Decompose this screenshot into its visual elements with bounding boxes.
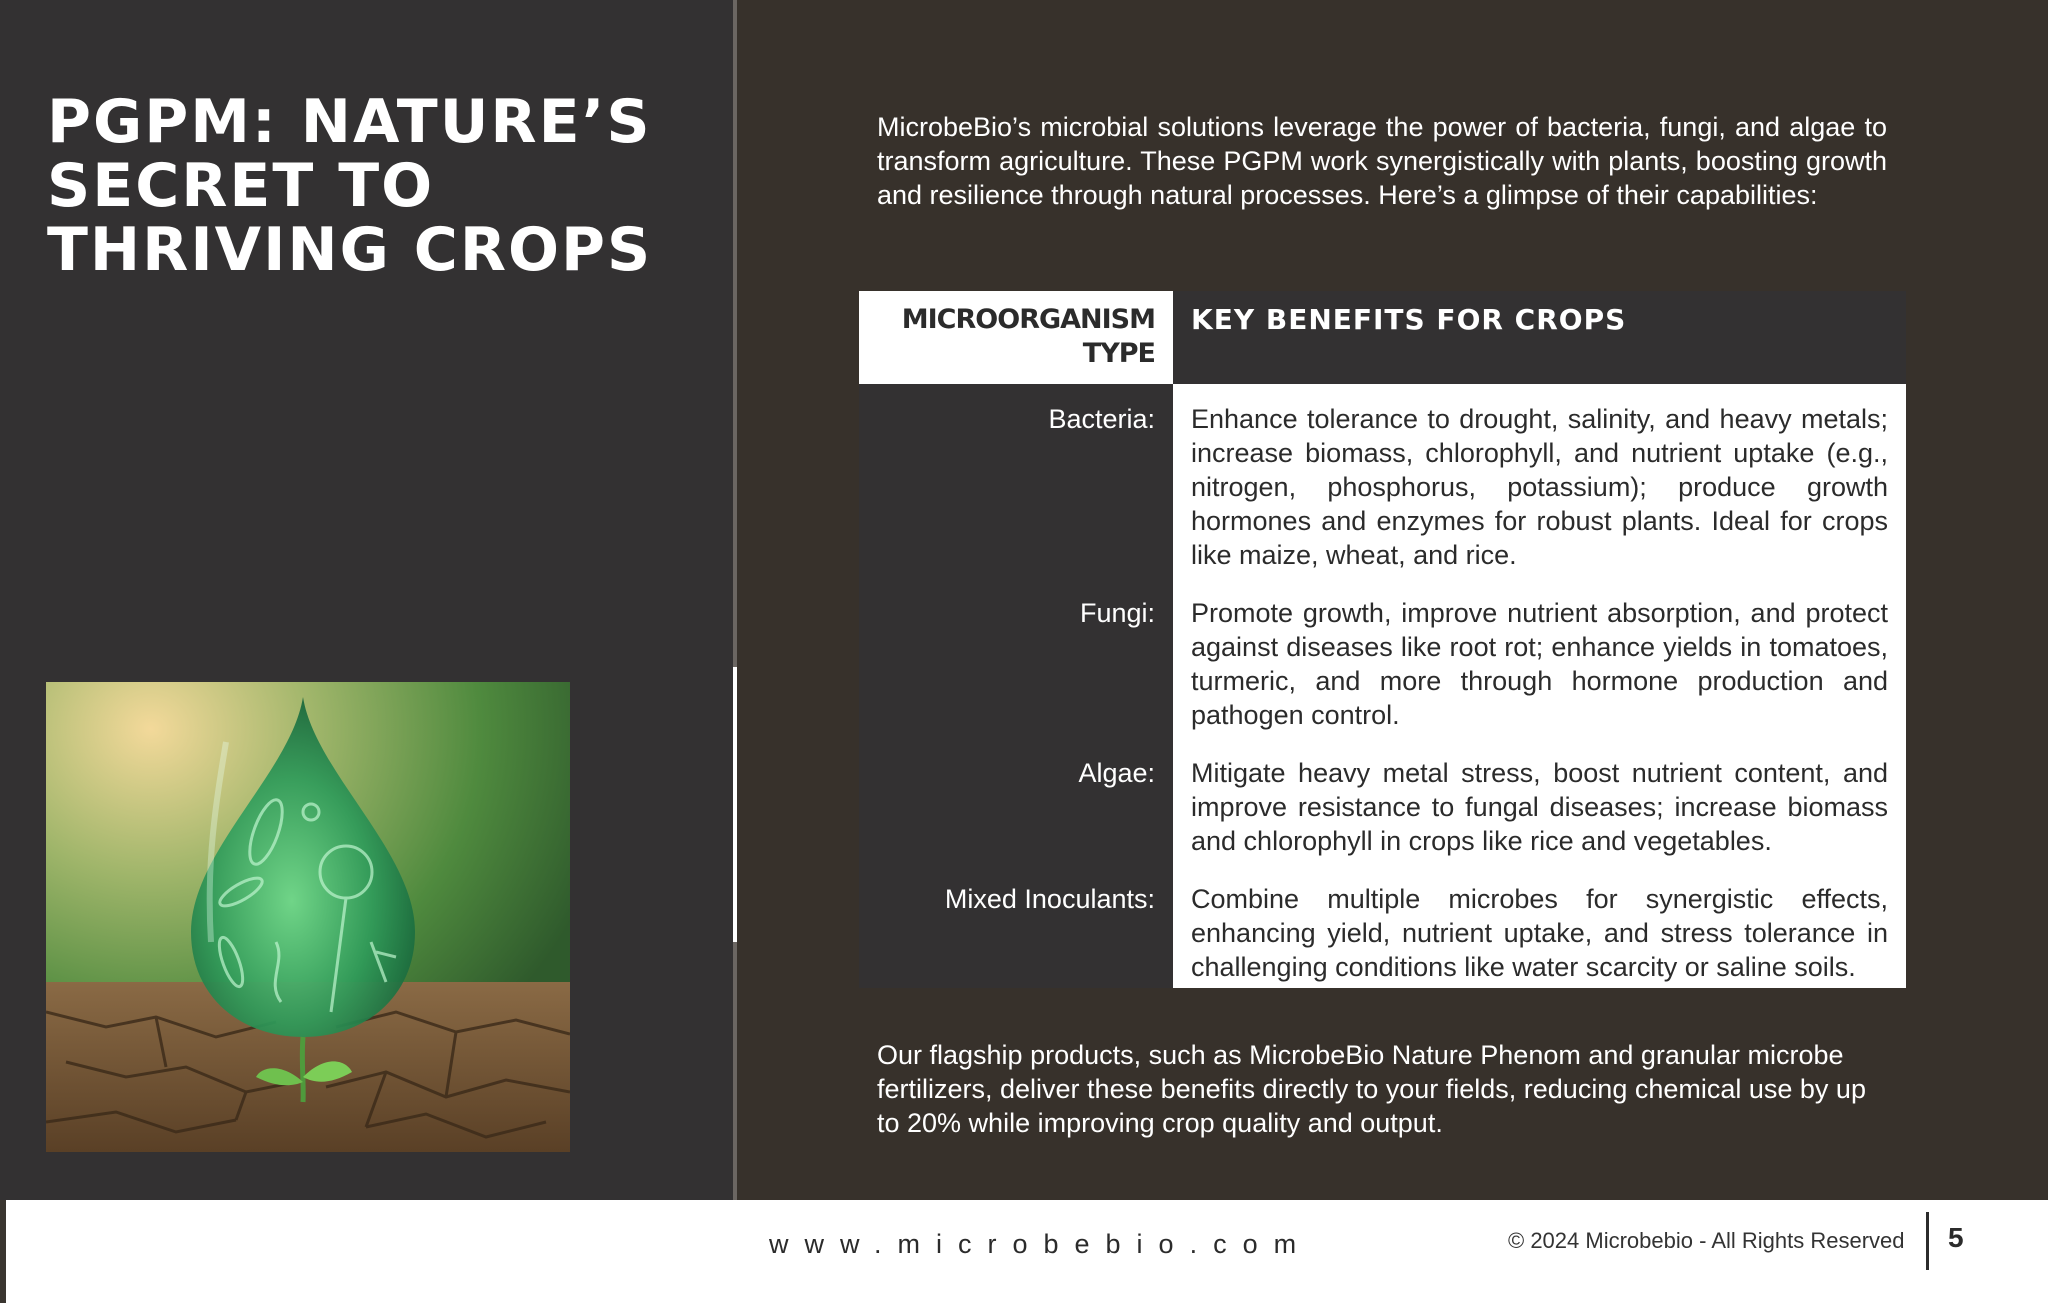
footer-website-url[interactable]: www.microbebio.com (769, 1229, 1313, 1259)
benefit-algae: Mitigate heavy metal stress, boost nutrient content, and improve resistance to fungal diseases; increase biomass and chlorophyll in crops like rice and vegetables. (1191, 758, 1888, 856)
title-line-3: THRIVING CROPS (47, 215, 653, 285)
header-type-line-2: TYPE (1082, 338, 1155, 369)
title-line-2: SECRET TO (47, 151, 435, 221)
header-key-benefits: KEY BENEFITS FOR CROPS (1173, 291, 1906, 384)
type-fungi: Fungi: (1079, 598, 1155, 628)
closing-paragraph: Our flagship products, such as MicrobeBio Nature Phenom and granular microbe fertilizers, deliver these benefits directly to your fields, reducing chemical use by up to 20% while improving crop quality and output. (877, 1040, 1866, 1138)
header-microorganism-type (859, 291, 1173, 384)
benefits-column (1173, 384, 1906, 988)
footer-left-edge (0, 1200, 6, 1303)
type-algae: Algae: (1078, 758, 1155, 788)
table-body (859, 384, 1906, 988)
page-title (47, 87, 687, 285)
benefit-bacteria: Enhance tolerance to drought, salinity, and heavy metals; increase biomass, chlorophyll, and nutrient uptake (e.g., nitrogen, phosphorus, potassium); produce growth hormones and enzymes for robust plants. Ideal for crops like maize, wheat, and rice. (1191, 404, 1888, 570)
benefits-table (859, 291, 1906, 988)
title-line-1: PGPM: NATURE’S (47, 87, 652, 157)
types-column (859, 384, 1173, 988)
page-number: 5 (1948, 1222, 1964, 1253)
header-type-line-1: MICROORGANISM (901, 304, 1155, 335)
table-header (859, 291, 1906, 384)
type-bacteria: Bacteria: (1048, 404, 1155, 434)
footer-separator (1926, 1212, 1929, 1270)
water-drop-illustration (46, 682, 570, 1152)
footer-copyright: © 2024 Microbebio - All Rights Reserved (1508, 1228, 1905, 1253)
benefit-mixed-inoculants: Combine multiple microbes for synergistic effects, enhancing yield, nutrient uptake, and stress tolerance in challenging conditions like water scarcity or saline soils. (1191, 884, 1888, 982)
type-mixed-inoculants: Mixed Inoculants: (944, 884, 1155, 914)
hero-image-water-drop (46, 682, 570, 1152)
intro-paragraph: MicrobeBio’s microbial solutions leverage the power of bacteria, fungi, and algae to transform agriculture. These PGPM work synergistically with plants, boosting growth and resilience through natural processes. Here’s a glimpse of their capabilities: (877, 112, 1887, 210)
benefit-fungi: Promote growth, improve nutrient absorption, and protect against diseases like root rot; enhance yields in tomatoes, turmeric, and more through hormone production and pathogen control. (1191, 598, 1888, 730)
